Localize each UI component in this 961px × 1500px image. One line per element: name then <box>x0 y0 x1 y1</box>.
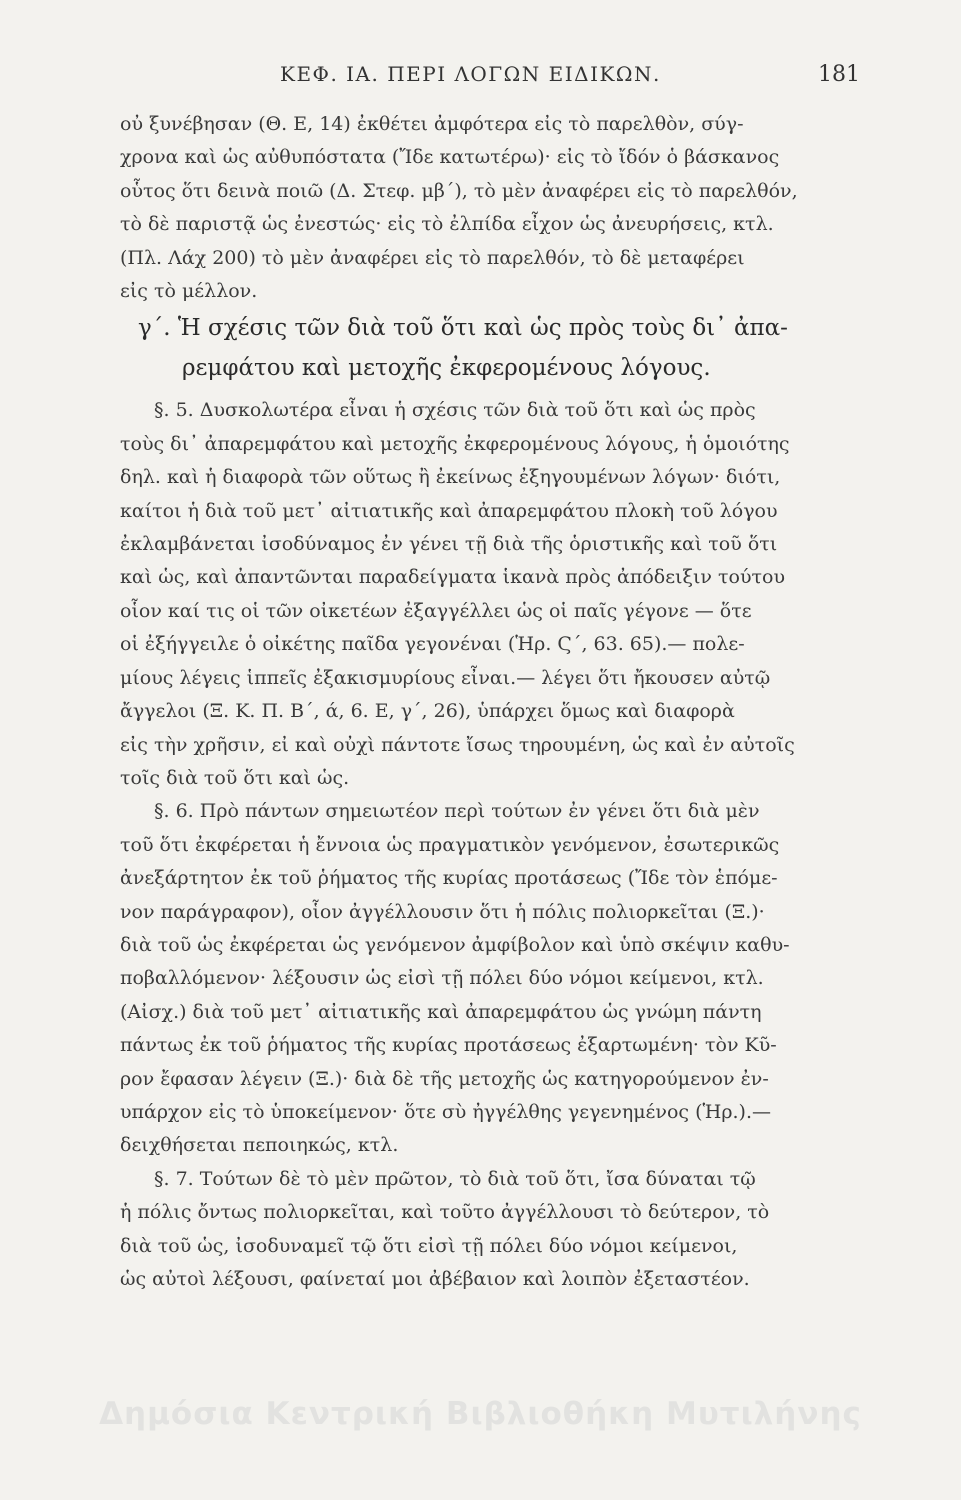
library-watermark: Δημόσια Κεντρική Βιβλιοθήκη Μυτιλήνης <box>99 1396 862 1432</box>
text-line: ἄγγελοι (Ξ. Κ. Π. Β΄, ά, 6. Ε, γ΄, 26), ὑπάρχει ὅμως καὶ διαφορὰ <box>120 700 735 723</box>
text-line: ὡς αὐτοὶ λέξουσι, φαίνεταί μοι ἀβέβαιον καὶ λοιπὸν ἐξεταστέον. <box>120 1268 750 1290</box>
text-line: ἐκλαμβάνεται ἰσοδύναμος ἐν γένει τῇ διὰ τῆς ὁριστικῆς καὶ τοῦ ὅτι <box>120 533 778 556</box>
text-line: δηλ. καὶ ἡ διαφορὰ τῶν οὕτως ἢ ἐκείνως ἐξηγουμένων λόγων· διότι, <box>120 466 781 489</box>
paragraph-1 <box>120 108 864 308</box>
section-heading <box>120 308 864 388</box>
text-line: (Αἰσχ.) διὰ τοῦ μετ᾽ αἰτιατικῆς καὶ ἀπαρεμφάτου ὡς γνώμη πάντη <box>120 1000 762 1023</box>
text-line: υπάρχον εἰς τὸ ὑποκείμενον· ὅτε σὺ ἠγγέλθης γεγενημένος (Ἡρ.).— <box>120 1100 771 1123</box>
text-line: ποβαλλόμενον· λέξουσιν ὡς εἰσὶ τῇ πόλει δύο νόμοι κείμενοι, κτλ. <box>120 967 764 990</box>
text-line: οὗτος ὅτι δεινὰ ποιῶ (Δ. Στεφ. μβ΄), τὸ μὲν ἀναφέρει εἰς τὸ παρελθόν, <box>120 179 798 202</box>
text-line: οἱ ἐξήγγειλε ὁ οἰκέτης παῖδα γεγονέναι (Ἡρ. Ϛ΄, 63. 65).— πολε- <box>120 633 745 656</box>
text-line: νον παράγραφον), οἷον ἀγγέλλουσιν ὅτι ἡ πόλις πολιορκεῖται (Ξ.)· <box>120 900 765 923</box>
heading-line: γ΄. Ἡ σχέσις τῶν διὰ τοῦ ὅτι καὶ ὡς πρὸς τοὺς δι᾽ ἀπα- <box>138 315 788 342</box>
page-number: 181 <box>818 62 860 87</box>
running-head: ΚΕΦ. ΙΑ. ΠΕΡΙ ΛΟΓΩΝ ΕΙΔΙΚΩΝ. <box>280 62 661 86</box>
page-body <box>120 108 864 1296</box>
text-line: τοὺς δι᾽ ἀπαρεμφάτου καὶ μετοχῆς ἐκφερομένους λόγους, ἡ ὁμοιότης <box>120 432 790 455</box>
text-line: εἰς τὴν χρῆσιν, εἰ καὶ οὐχὶ πάντοτε ἴσως τηρουμένη, ὡς καὶ ἐν αὐτοῖς <box>120 733 795 756</box>
paragraph-4 <box>120 1163 864 1297</box>
text-line: §. 7. Τούτων δὲ τὸ μὲν πρῶτον, τὸ διὰ τοῦ ὅτι, ἴσα δύναται τῷ <box>154 1167 756 1190</box>
paragraph-2 <box>120 394 864 795</box>
text-line: διὰ τοῦ ὡς, ἰσοδυναμεῖ τῷ ὅτι εἰσὶ τῇ πόλει δύο νόμοι κείμενοι, <box>120 1234 738 1257</box>
text-line: τοῦ ὅτι ἐκφέρεται ἡ ἔννοια ὡς πραγματικὸν γενόμενον, ἐσωτερικῶς <box>120 833 780 856</box>
text-line: τοῖς διὰ τοῦ ὅτι καὶ ὡς. <box>120 766 350 789</box>
text-line: ἀνεξάρτητον ἐκ τοῦ ῥήματος τῆς κυρίας προτάσεως (Ἴδε τὸν ἑπόμε- <box>120 867 778 890</box>
text-line: χρονα καὶ ὡς αὐθυπόστατα (Ἴδε κατωτέρω)· εἰς τὸ ἴδόν ὁ βάσκανος <box>120 146 780 169</box>
text-line: τὸ δὲ παριστᾷ ὡς ἐνεστώς· εἰς τὸ ἐλπίδα εἶχον ὡς ἀνευρήσεις, κτλ. <box>120 213 774 236</box>
text-line: ρον ἔφασαν λέγειν (Ξ.)· διὰ δὲ τῆς μετοχῆς ὡς κατηγορούμενον ἐν- <box>120 1067 769 1090</box>
page-header <box>120 62 860 92</box>
text-line: (Πλ. Λάχ 200) τὸ μὲν ἀναφέρει εἰς τὸ παρελθόν, τὸ δὲ μεταφέρει <box>120 246 745 269</box>
text-line: καὶ ὡς, καὶ ἀπαντῶνται παραδείγματα ἱκανὰ πρὸς ἀπόδειξιν τούτου <box>120 566 785 589</box>
text-line: §. 5. Δυσκολωτέρα εἶναι ἡ σχέσις τῶν διὰ τοῦ ὅτι καὶ ὡς πρὸς <box>154 399 756 422</box>
text-line: ἡ πόλις ὄντως πολιορκεῖται, καὶ τοῦτο ἀγγέλλουσι τὸ δεύτερον, τὸ <box>120 1201 770 1224</box>
text-line: δειχθήσεται πεποιηκώς, κτλ. <box>120 1134 399 1157</box>
text-line: οὐ ξυνέβησαν (Θ. Ε, 14) ἐκθέτει ἀμφότερα εἰς τὸ παρελθὸν, σύγ- <box>120 113 744 135</box>
heading-line: ρεμφάτου καὶ μετοχῆς ἐκφερομένους λόγους. <box>182 355 711 382</box>
text-line: πάντως ἐκ τοῦ ῥήματος τῆς κυρίας προτάσεως ἐξαρτωμένη· τὸν Κῦ- <box>120 1034 777 1057</box>
text-line: §. 6. Πρὸ πάντων σημειωτέον περὶ τούτων ἐν γένει ὅτι διὰ μὲν <box>154 800 760 823</box>
text-line: διὰ τοῦ ὡς ἐκφέρεται ὡς γενόμενον ἀμφίβολον καὶ ὑπὸ σκέψιν καθυ- <box>120 933 790 956</box>
paragraph-3 <box>120 795 864 1162</box>
text-line: εἰς τὸ μέλλον. <box>120 280 258 303</box>
text-line: οἷον καί τις οἱ τῶν οἰκετέων ἐξαγγέλλει ὡς οἱ παῖς γέγονε — ὅτε <box>120 599 752 622</box>
text-line: καίτοι ἡ διὰ τοῦ μετ᾽ αἰτιατικῆς καὶ ἀπαρεμφάτου πλοκὴ τοῦ λόγου <box>120 499 778 522</box>
text-line: μίους λέγεις ἱππεῖς ἐξακισμυρίους εἶναι.— λέγει ὅτι ἤκουσεν αὐτῷ <box>120 666 771 689</box>
